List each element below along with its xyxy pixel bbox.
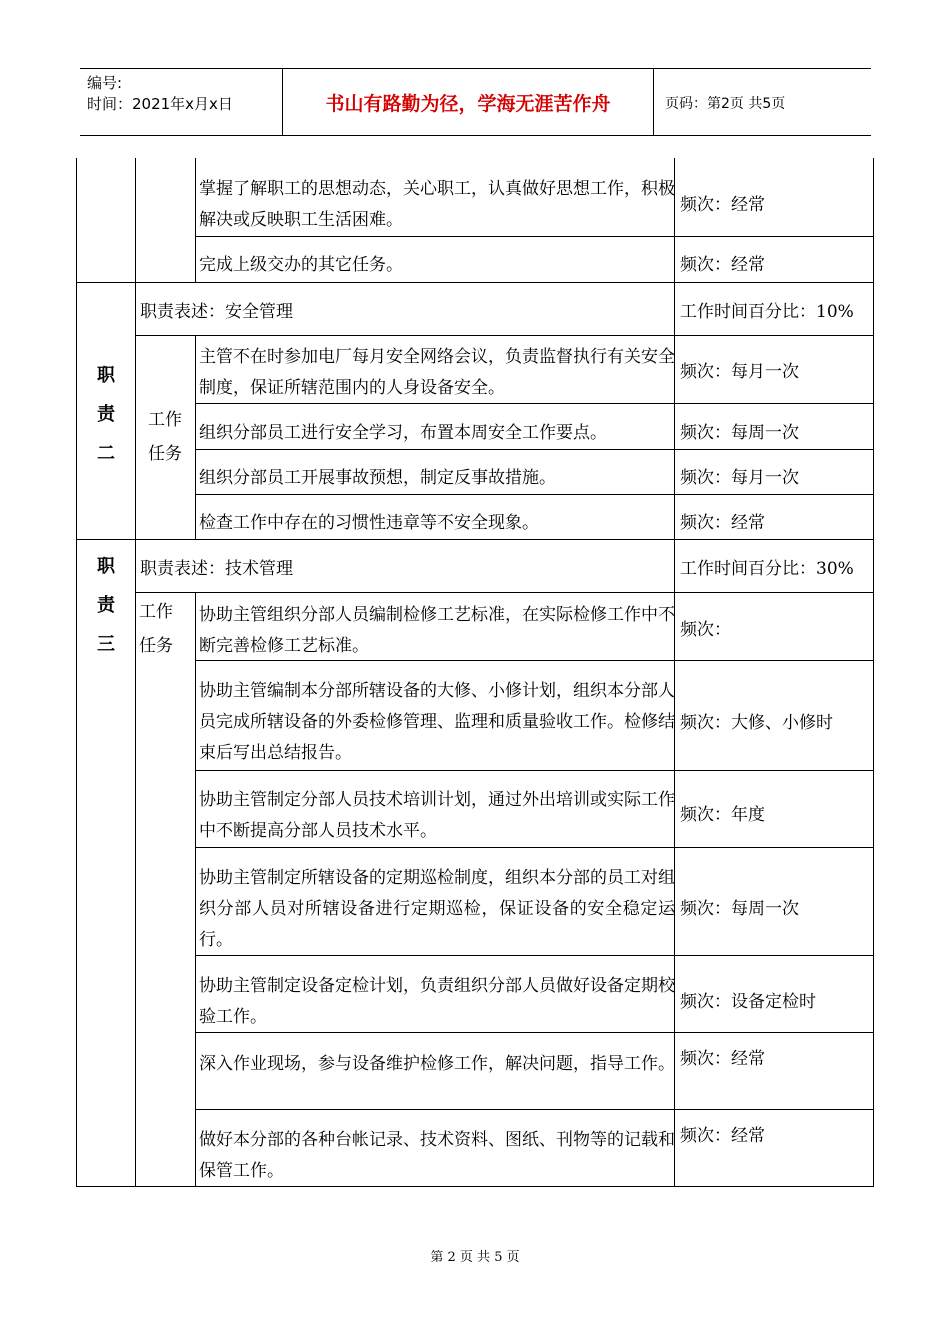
- work-task-label-line: 工作: [139, 602, 173, 622]
- task-text: 组织分部员工进行安全学习，布置本周安全工作要点。: [199, 423, 607, 443]
- task-text: 协助主管制定所辖设备的定期巡检制度，组织本分部的员工对组织分部人员对所辖设备进行定期巡检，保证设备的安全稳定运行。: [199, 868, 675, 950]
- work-task-label-line: 任务: [148, 444, 182, 464]
- task-text: 协助主管制定设备定检计划，负责组织分部人员做好设备定期校验工作。: [199, 976, 675, 1027]
- task-frequency: 频次：: [680, 620, 731, 640]
- task-text: 协助主管组织分部人员编制检修工艺标准，在实际检修工作中不断完善检修工艺标准。: [199, 605, 675, 656]
- duty-label: [77, 356, 135, 473]
- table-column-divider: [135, 158, 136, 1187]
- table-column-divider: [195, 592, 196, 1187]
- work-task-label-line: 工作: [148, 410, 182, 430]
- row-divider: [195, 494, 874, 495]
- task-frequency: 频次：每月一次: [680, 362, 799, 382]
- task-frequency: 频次：经常: [680, 1126, 765, 1146]
- work-task-label: [136, 403, 194, 471]
- task-text: 组织分部员工开展事故预想，制定反事故措施。: [199, 468, 556, 488]
- duty-label: [77, 547, 135, 664]
- duty-description: 职责表述：技术管理: [140, 559, 293, 579]
- task-frequency: 频次：每周一次: [680, 899, 799, 919]
- task-text: 协助主管制定分部人员技术培训计划，通过外出培训或实际工作中不断提高分部人员技术水平。: [199, 790, 675, 841]
- duty-label-char: 职: [97, 365, 115, 386]
- task-frequency: 频次：设备定检时: [680, 992, 816, 1012]
- task-frequency: 频次：经常: [680, 513, 765, 533]
- header-meta: [87, 73, 287, 115]
- task-text: 协助主管编制本分部所辖设备的大修、小修计划，组织本分部人员完成所辖设备的外委检修管理、监理和质量验收工作。检修结束后写出总结报告。: [199, 681, 675, 763]
- duty-label-char: 职: [97, 556, 115, 577]
- time-percentage: 工作时间百分比：10%: [680, 302, 854, 322]
- task-frequency: 频次：每周一次: [680, 423, 799, 443]
- header-page-info: 页码：第2页 共5页: [665, 95, 786, 112]
- task-frequency: 频次：每月一次: [680, 468, 799, 488]
- row-divider: [135, 592, 874, 593]
- task-frequency: 频次：经常: [680, 195, 765, 215]
- duty-label-char: 责: [97, 595, 115, 616]
- work-task-label: [133, 595, 197, 663]
- header-divider: [653, 69, 654, 136]
- document-number-label: 编号:: [87, 74, 123, 92]
- task-text: 掌握了解职工的思想动态，关心职工，认真做好思想工作，积极解决或反映职工生活困难。: [199, 179, 675, 230]
- row-divider: [195, 847, 874, 848]
- duty-label-char: 三: [97, 634, 115, 655]
- header-motto: 书山有路勤为径，学海无涯苦作舟: [325, 93, 611, 115]
- row-divider: [195, 449, 874, 450]
- duty-description: 职责表述：安全管理: [140, 302, 293, 322]
- document-date-label: 时间：2021年x月x日: [87, 95, 233, 113]
- time-percentage: 工作时间百分比：30%: [680, 559, 854, 579]
- duty-label-char: 二: [97, 443, 115, 464]
- page-footer: 第 2 页 共 5 页: [430, 1250, 520, 1265]
- table-border-left: [76, 158, 77, 1187]
- task-text: 检查工作中存在的习惯性违章等不安全现象。: [199, 513, 539, 533]
- work-task-label-line: 任务: [139, 636, 173, 656]
- task-text: 做好本分部的各种台帐记录、技术资料、图纸、刊物等的记载和保管工作。: [199, 1130, 675, 1181]
- task-text: 完成上级交办的其它任务。: [199, 255, 403, 275]
- task-frequency: 频次：经常: [680, 255, 765, 275]
- row-divider: [195, 1109, 874, 1110]
- task-frequency: 频次：经常: [680, 1049, 765, 1069]
- row-divider: [76, 539, 874, 540]
- row-divider: [76, 282, 874, 283]
- task-frequency: 频次：大修、小修时: [680, 713, 833, 733]
- task-text: 深入作业现场，参与设备维护检修工作，解决问题，指导工作。: [199, 1054, 675, 1074]
- page-header: [80, 68, 871, 136]
- task-text: 主管不在时参加电厂每月安全网络会议，负责监督执行有关安全制度，保证所辖范围内的人身设备安全。: [199, 347, 675, 398]
- table-column-divider: [195, 335, 196, 539]
- row-divider: [195, 236, 874, 237]
- task-frequency: 频次：年度: [680, 805, 765, 825]
- row-divider: [195, 770, 874, 771]
- table-column-divider: [195, 158, 196, 282]
- duty-label-char: 责: [97, 404, 115, 425]
- row-divider: [135, 335, 874, 336]
